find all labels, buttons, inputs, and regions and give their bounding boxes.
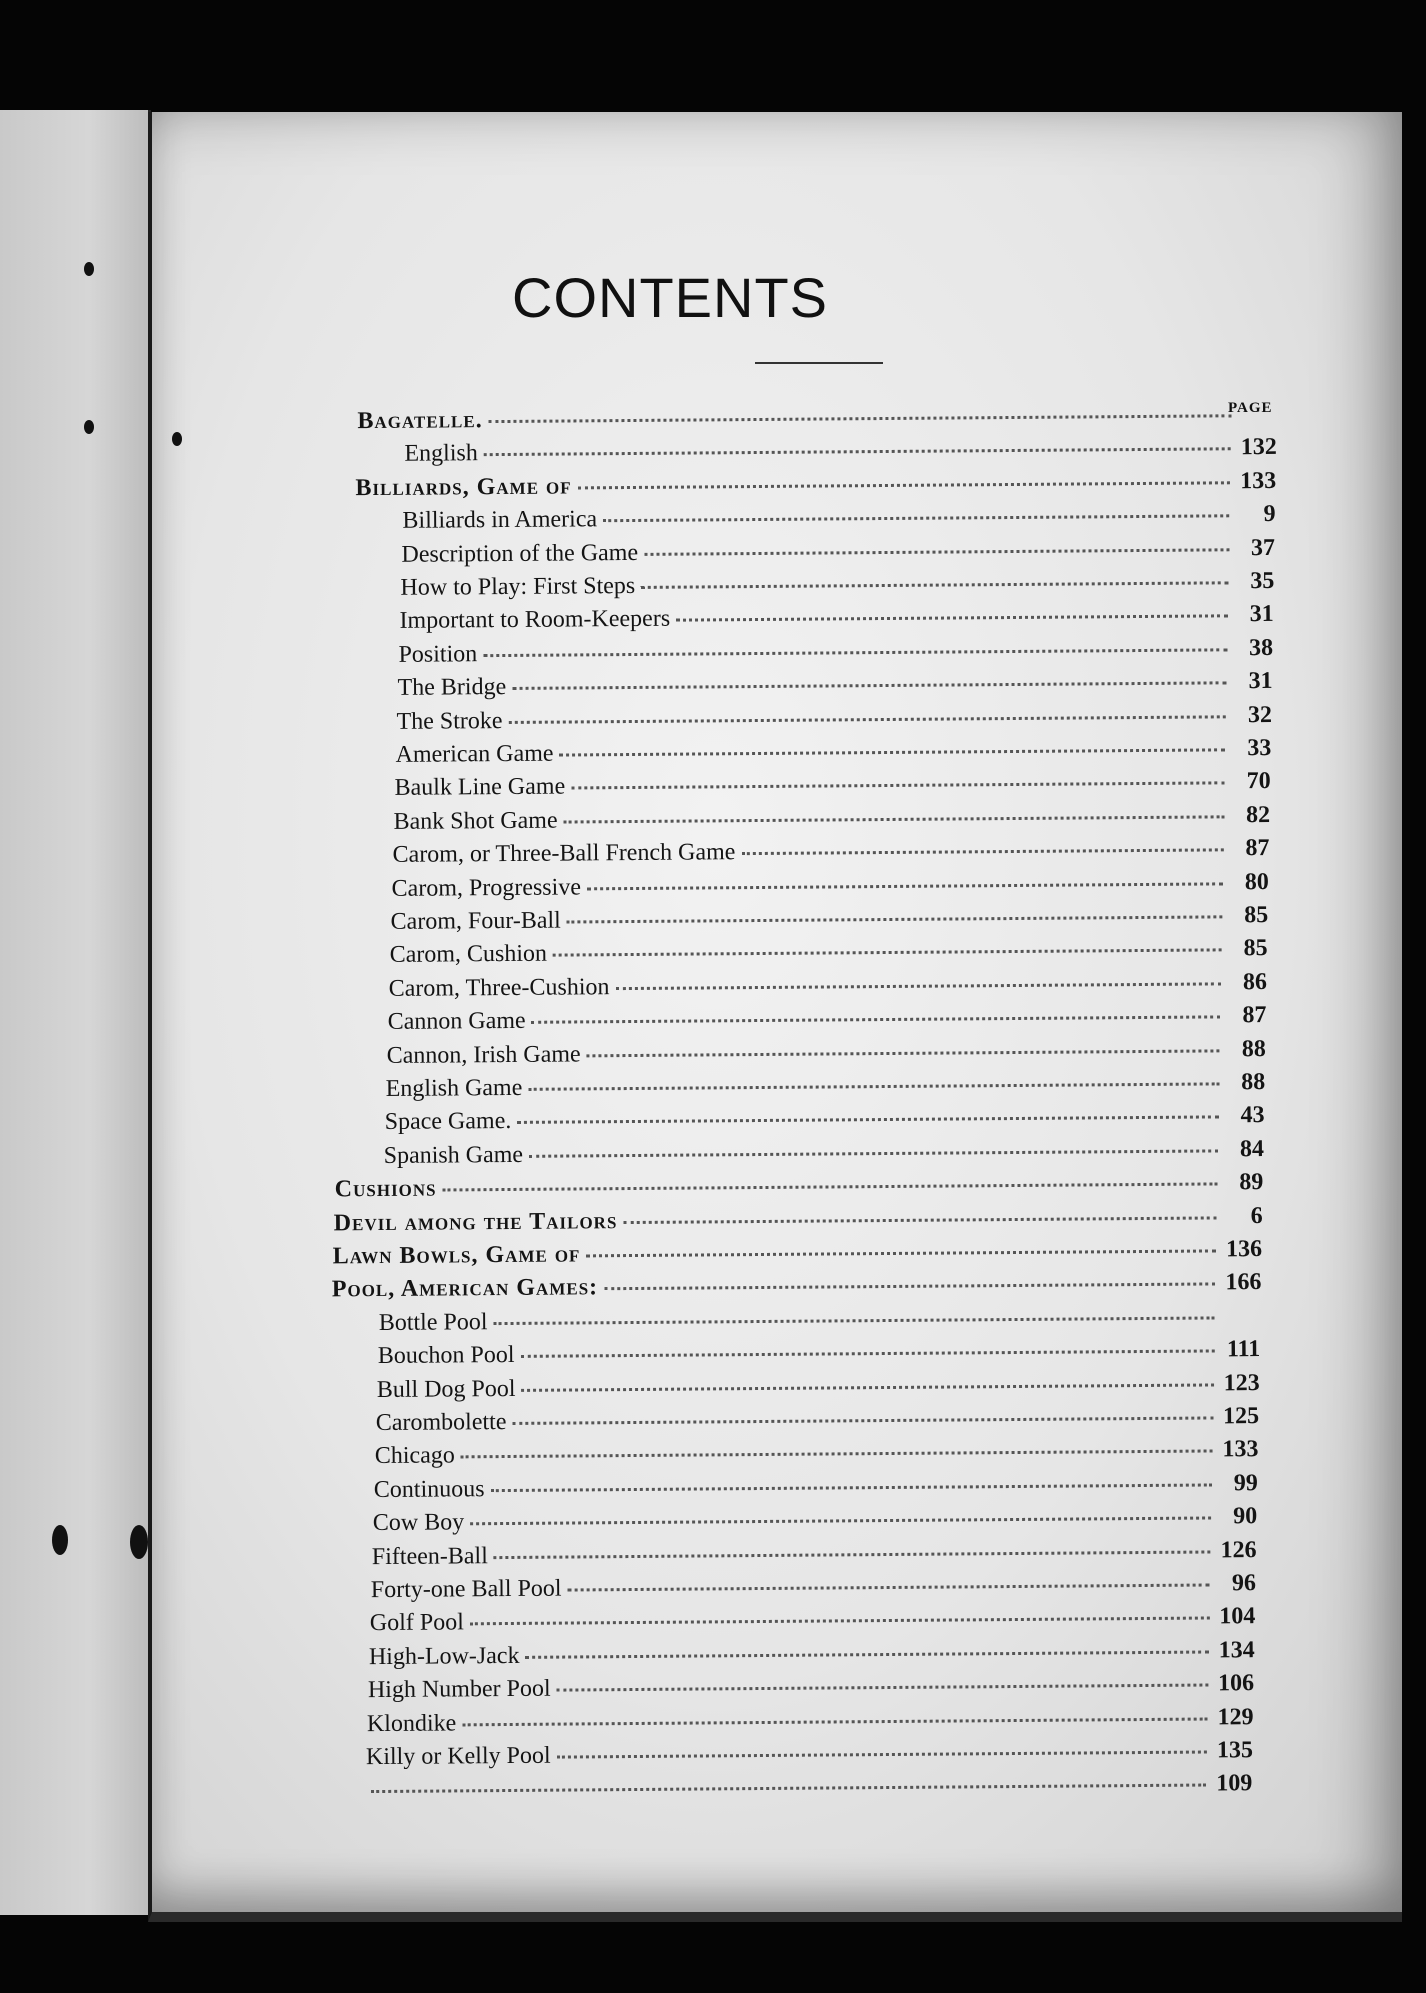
dot-leader bbox=[528, 1082, 1219, 1090]
dot-leader bbox=[623, 1216, 1216, 1224]
toc-entry-title: Baulk Line Game bbox=[394, 774, 565, 802]
toc-entry-page-number: 99 bbox=[1218, 1470, 1258, 1497]
toc-entry-page-number: 88 bbox=[1226, 1036, 1266, 1063]
dot-leader bbox=[494, 1550, 1211, 1559]
toc-entry-page-number: 96 bbox=[1216, 1570, 1256, 1597]
dot-leader bbox=[470, 1617, 1209, 1626]
dot-leader bbox=[604, 1283, 1215, 1291]
toc-entry-page-number: 86 bbox=[1227, 969, 1267, 996]
toc-entry-title: Carom, Progressive bbox=[392, 874, 582, 902]
dot-leader bbox=[483, 648, 1227, 657]
toc-entry-title: Bagatelle. bbox=[357, 407, 482, 435]
dot-leader bbox=[470, 1517, 1211, 1526]
toc-entry-title: Bouchon Pool bbox=[378, 1342, 515, 1370]
dot-leader bbox=[603, 514, 1230, 522]
dot-leader bbox=[567, 915, 1222, 923]
toc-entry-title: Bank Shot Game bbox=[393, 807, 557, 835]
toc-entry-page-number: 37 bbox=[1235, 535, 1275, 562]
dot-leader bbox=[644, 548, 1229, 556]
toc-entry-page-number: 90 bbox=[1217, 1503, 1257, 1530]
toc-entry-title: Cannon, Irish Game bbox=[387, 1041, 581, 1070]
toc-entry-page-number: 9 bbox=[1235, 501, 1275, 528]
dot-leader bbox=[587, 1049, 1220, 1057]
dot-leader bbox=[586, 1249, 1216, 1257]
toc-entry-page-number: 31 bbox=[1234, 601, 1274, 628]
toc-entry-page-number: 133 bbox=[1218, 1436, 1258, 1463]
dot-leader bbox=[521, 1383, 1213, 1391]
dot-leader bbox=[553, 949, 1222, 957]
toc-entry-title: English bbox=[404, 441, 478, 469]
page-title: CONTENTS bbox=[0, 265, 1340, 330]
toc-entry-title: Description of the Game bbox=[401, 540, 638, 569]
toc-entry-title: Carom, Four-Ball bbox=[391, 908, 561, 936]
toc-entry-title: High-Low-Jack bbox=[369, 1643, 520, 1671]
dot-leader bbox=[484, 448, 1231, 457]
toc-entry-page-number: 88 bbox=[1225, 1069, 1265, 1096]
toc-entry-title: Pool, American Games: bbox=[332, 1275, 599, 1304]
dot-leader bbox=[493, 1316, 1214, 1325]
toc-entry-title: Chicago bbox=[375, 1443, 455, 1471]
dot-leader bbox=[532, 1016, 1221, 1024]
dot-leader bbox=[587, 882, 1223, 890]
toc-entry-title: Continuous bbox=[374, 1476, 485, 1504]
toc-entry-title: Cushions bbox=[335, 1176, 437, 1204]
dot-leader bbox=[461, 1450, 1213, 1459]
toc-entry-page-number: 132 bbox=[1237, 434, 1277, 461]
toc-entry-page-number: 82 bbox=[1230, 802, 1270, 829]
dot-leader bbox=[512, 682, 1226, 691]
dot-leader bbox=[557, 1684, 1209, 1692]
toc-entry-title: Important to Room-Keepers bbox=[399, 606, 670, 635]
toc-entry-page-number: 126 bbox=[1216, 1537, 1256, 1564]
toc-entry-title: Carom, or Three-Ball French Game bbox=[392, 839, 735, 869]
toc-entry bbox=[365, 1771, 1253, 1811]
toc-entry-page-number: 35 bbox=[1234, 568, 1274, 595]
dot-leader bbox=[443, 1183, 1218, 1192]
toc-entry-title: Cow Boy bbox=[373, 1510, 465, 1538]
toc-entry-title: Devil among the Tailors bbox=[334, 1208, 618, 1237]
toc-entry-page-number: 123 bbox=[1220, 1370, 1260, 1397]
toc-entry-title: Position bbox=[398, 641, 477, 669]
dot-leader bbox=[371, 1784, 1206, 1794]
dot-leader bbox=[741, 849, 1223, 856]
toc-entry-page-number: 135 bbox=[1213, 1737, 1253, 1764]
dot-leader bbox=[489, 414, 1232, 423]
toc-entry-title: Bull Dog Pool bbox=[377, 1376, 516, 1404]
toc-entry-title: Billiards in America bbox=[402, 506, 597, 535]
toc-entry-title: High Number Pool bbox=[368, 1676, 551, 1704]
dot-leader bbox=[520, 1350, 1214, 1358]
toc-entry-page-number: 134 bbox=[1215, 1637, 1255, 1664]
toc-entry-title: American Game bbox=[395, 741, 553, 769]
toc-entry-page-number: 87 bbox=[1226, 1002, 1266, 1029]
toc-entry-title: Fifteen-Ball bbox=[372, 1543, 488, 1571]
toc-entry-page-number: 89 bbox=[1223, 1169, 1263, 1196]
toc-entry-title: Klondike bbox=[367, 1710, 457, 1738]
toc-entry-title: Spanish Game bbox=[384, 1142, 524, 1170]
toc-entry-page-number: 84 bbox=[1224, 1136, 1264, 1163]
toc-entry-title: Golf Pool bbox=[370, 1610, 464, 1638]
toc-entry-page-number: 31 bbox=[1232, 668, 1272, 695]
toc-entry-page-number: 38 bbox=[1233, 635, 1273, 662]
toc-entry-page-number: 106 bbox=[1214, 1670, 1254, 1697]
toc-entry-page-number: 80 bbox=[1229, 869, 1269, 896]
dot-leader bbox=[512, 1416, 1213, 1425]
toc-entry-page-number: 87 bbox=[1229, 835, 1269, 862]
toc-entry-page-number: 43 bbox=[1224, 1102, 1264, 1129]
dot-leader bbox=[564, 815, 1225, 823]
toc-entry-title: Killy or Kelly Pool bbox=[366, 1743, 551, 1771]
toc-entry-page-number: 6 bbox=[1223, 1203, 1263, 1230]
toc-entry-page-number: 125 bbox=[1219, 1403, 1259, 1430]
dot-leader bbox=[526, 1650, 1209, 1658]
toc-entry-page-number: 133 bbox=[1236, 468, 1276, 495]
page-column-label: PAGE bbox=[1228, 400, 1273, 417]
dot-leader bbox=[676, 615, 1228, 622]
dot-leader bbox=[517, 1116, 1218, 1125]
toc-entry-title: Cannon Game bbox=[388, 1008, 526, 1036]
toc-entry-page-number: 104 bbox=[1215, 1604, 1255, 1631]
toc-entry-page-number: 166 bbox=[1221, 1269, 1261, 1296]
dot-leader bbox=[578, 481, 1231, 489]
dot-leader bbox=[641, 581, 1228, 589]
toc-entry-title: Carom, Three-Cushion bbox=[389, 974, 610, 1003]
dot-leader bbox=[559, 748, 1225, 756]
dot-leader bbox=[462, 1717, 1207, 1726]
toc-entry-page-number: 33 bbox=[1231, 735, 1271, 762]
dot-leader bbox=[491, 1483, 1212, 1492]
toc-entry-title: Space Game. bbox=[385, 1108, 512, 1136]
toc-entry-title: Billiards, Game of bbox=[355, 473, 571, 502]
dot-leader bbox=[557, 1751, 1207, 1759]
dot-leader bbox=[529, 1149, 1218, 1157]
toc-entry-title: Bottle Pool bbox=[379, 1309, 488, 1337]
toc-entry-page-number: 109 bbox=[1212, 1771, 1252, 1798]
toc-entry-page-number: 111 bbox=[1220, 1336, 1260, 1363]
toc-entry-title: The Stroke bbox=[396, 708, 502, 736]
toc-entry-title: English Game bbox=[386, 1075, 523, 1103]
toc-entry-page-number: 70 bbox=[1231, 768, 1271, 795]
toc-entry-title: Carombolette bbox=[376, 1409, 507, 1437]
dot-leader bbox=[616, 982, 1222, 990]
toc-entry-page-number: 129 bbox=[1213, 1704, 1253, 1731]
dot-leader bbox=[509, 715, 1226, 724]
toc-entry-page-number: 85 bbox=[1228, 902, 1268, 929]
toc-entry-title: Forty-one Ball Pool bbox=[371, 1576, 562, 1604]
toc-entry-title: Lawn Bowls, Game of bbox=[333, 1241, 581, 1270]
toc-entry-page-number: 32 bbox=[1232, 702, 1272, 729]
toc-entry-title: How to Play: First Steps bbox=[400, 573, 635, 602]
toc-entry-title: The Bridge bbox=[397, 674, 506, 702]
dot-leader bbox=[571, 782, 1225, 790]
toc-entry-title: Carom, Cushion bbox=[390, 941, 548, 969]
toc-entry-page-number: 85 bbox=[1228, 935, 1268, 962]
toc-entry-page-number: 136 bbox=[1222, 1236, 1262, 1263]
dot-leader bbox=[568, 1583, 1210, 1591]
